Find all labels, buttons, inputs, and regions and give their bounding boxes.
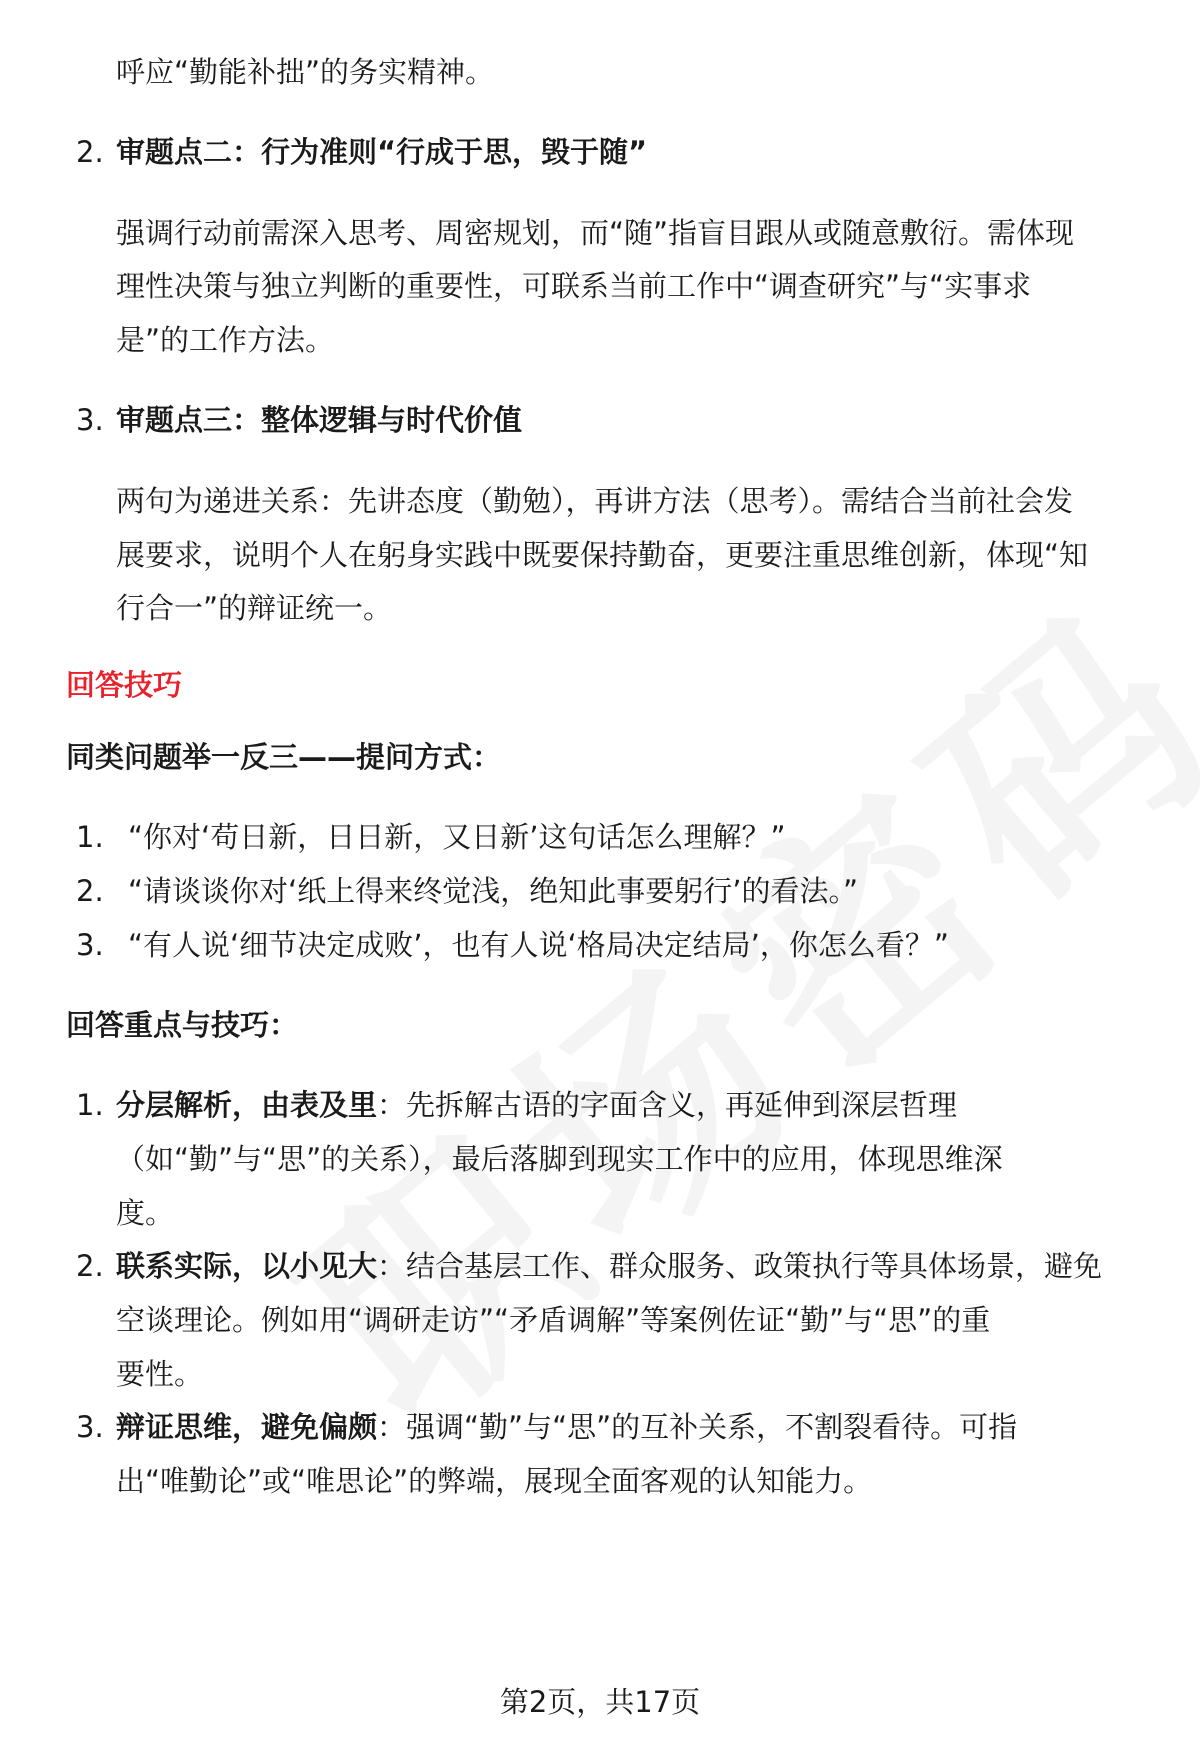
paragraph-line: 空谈理论。例如用“调研走访”“矛盾调解”等案例佐证“勤”与“思”的重 bbox=[116, 1303, 991, 1337]
tip-first-line bbox=[116, 1085, 957, 1125]
tip-keyword: 分层解析，由表及里 bbox=[116, 1088, 378, 1122]
list-number: 3. bbox=[76, 403, 104, 437]
tip-keyword: 辩证思维，避免偏颇 bbox=[116, 1410, 378, 1444]
paragraph-line: 行合一”的辩证统一。 bbox=[116, 591, 393, 625]
list-number: 2. bbox=[76, 135, 104, 169]
question-item: “请谈谈你对‘纸上得来终觉浅，绝知此事要躬行’的看法。” bbox=[128, 874, 858, 908]
page-footer: 第2页，共17页 bbox=[499, 1685, 701, 1719]
paragraph-line: 理性决策与独立判断的重要性，可联系当前工作中“调查研究”与“实事求 bbox=[116, 269, 1032, 303]
point-title: 审题点三：整体逻辑与时代价值 bbox=[116, 403, 523, 437]
paragraph-line: （如“勤”与“思”的关系），最后落脚到现实工作中的应用，体现思维深 bbox=[116, 1142, 1003, 1176]
subheading: 同类问题举一反三——提问方式： bbox=[66, 740, 502, 774]
list-number: 3. bbox=[76, 1410, 104, 1444]
paragraph-line: 出“唯勤论”或“唯思论”的弊端，展现全面客观的认知能力。 bbox=[116, 1464, 873, 1498]
tip-text: ：结合基层工作、群众服务、政策执行等具体场景，避免 bbox=[377, 1249, 1103, 1283]
paragraph-line: 是”的工作方法。 bbox=[116, 323, 335, 357]
paragraph-line: 强调行动前需深入思考、周密规划，而“随”指盲目跟从或随意敷衍。需体现 bbox=[116, 216, 1075, 250]
tip-text: ：先拆解古语的字面含义，再延伸到深层哲理 bbox=[377, 1088, 958, 1122]
paragraph-line: 两句为递进关系：先讲态度（勤勉），再讲方法（思考）。需结合当前社会发 bbox=[116, 484, 1074, 518]
question-item: “有人说‘细节决定成败’，也有人说‘格局决定结局’，你怎么看？” bbox=[128, 928, 949, 962]
list-number: 1. bbox=[76, 1088, 104, 1122]
point-title: 审题点二：行为准则“行成于思，毁于随” bbox=[116, 135, 648, 169]
question-item: “你对‘苟日新，日日新，又日新’这句话怎么理解？” bbox=[128, 820, 786, 854]
list-number: 1. bbox=[76, 820, 104, 854]
paragraph-line: 呼应“勤能补拙”的务实精神。 bbox=[116, 55, 495, 89]
subheading: 回答重点与技巧： bbox=[66, 1008, 299, 1042]
list-number: 2. bbox=[76, 874, 104, 908]
paragraph-line: 度。 bbox=[116, 1196, 175, 1230]
paragraph-line: 展要求，说明个人在躬身实践中既要保持勤奋，更要注重思维创新，体现“知 bbox=[116, 538, 1089, 572]
section-title: 回答技巧 bbox=[66, 668, 183, 702]
tip-first-line bbox=[116, 1246, 1102, 1286]
paragraph-line: 要性。 bbox=[116, 1357, 204, 1391]
tip-first-line bbox=[116, 1407, 1017, 1447]
tip-keyword: 联系实际，以小见大 bbox=[116, 1249, 378, 1283]
list-number: 3. bbox=[76, 928, 104, 962]
list-number: 2. bbox=[76, 1249, 104, 1283]
tip-text: ：强调“勤”与“思”的互补关系，不割裂看待。可指 bbox=[377, 1410, 1018, 1444]
